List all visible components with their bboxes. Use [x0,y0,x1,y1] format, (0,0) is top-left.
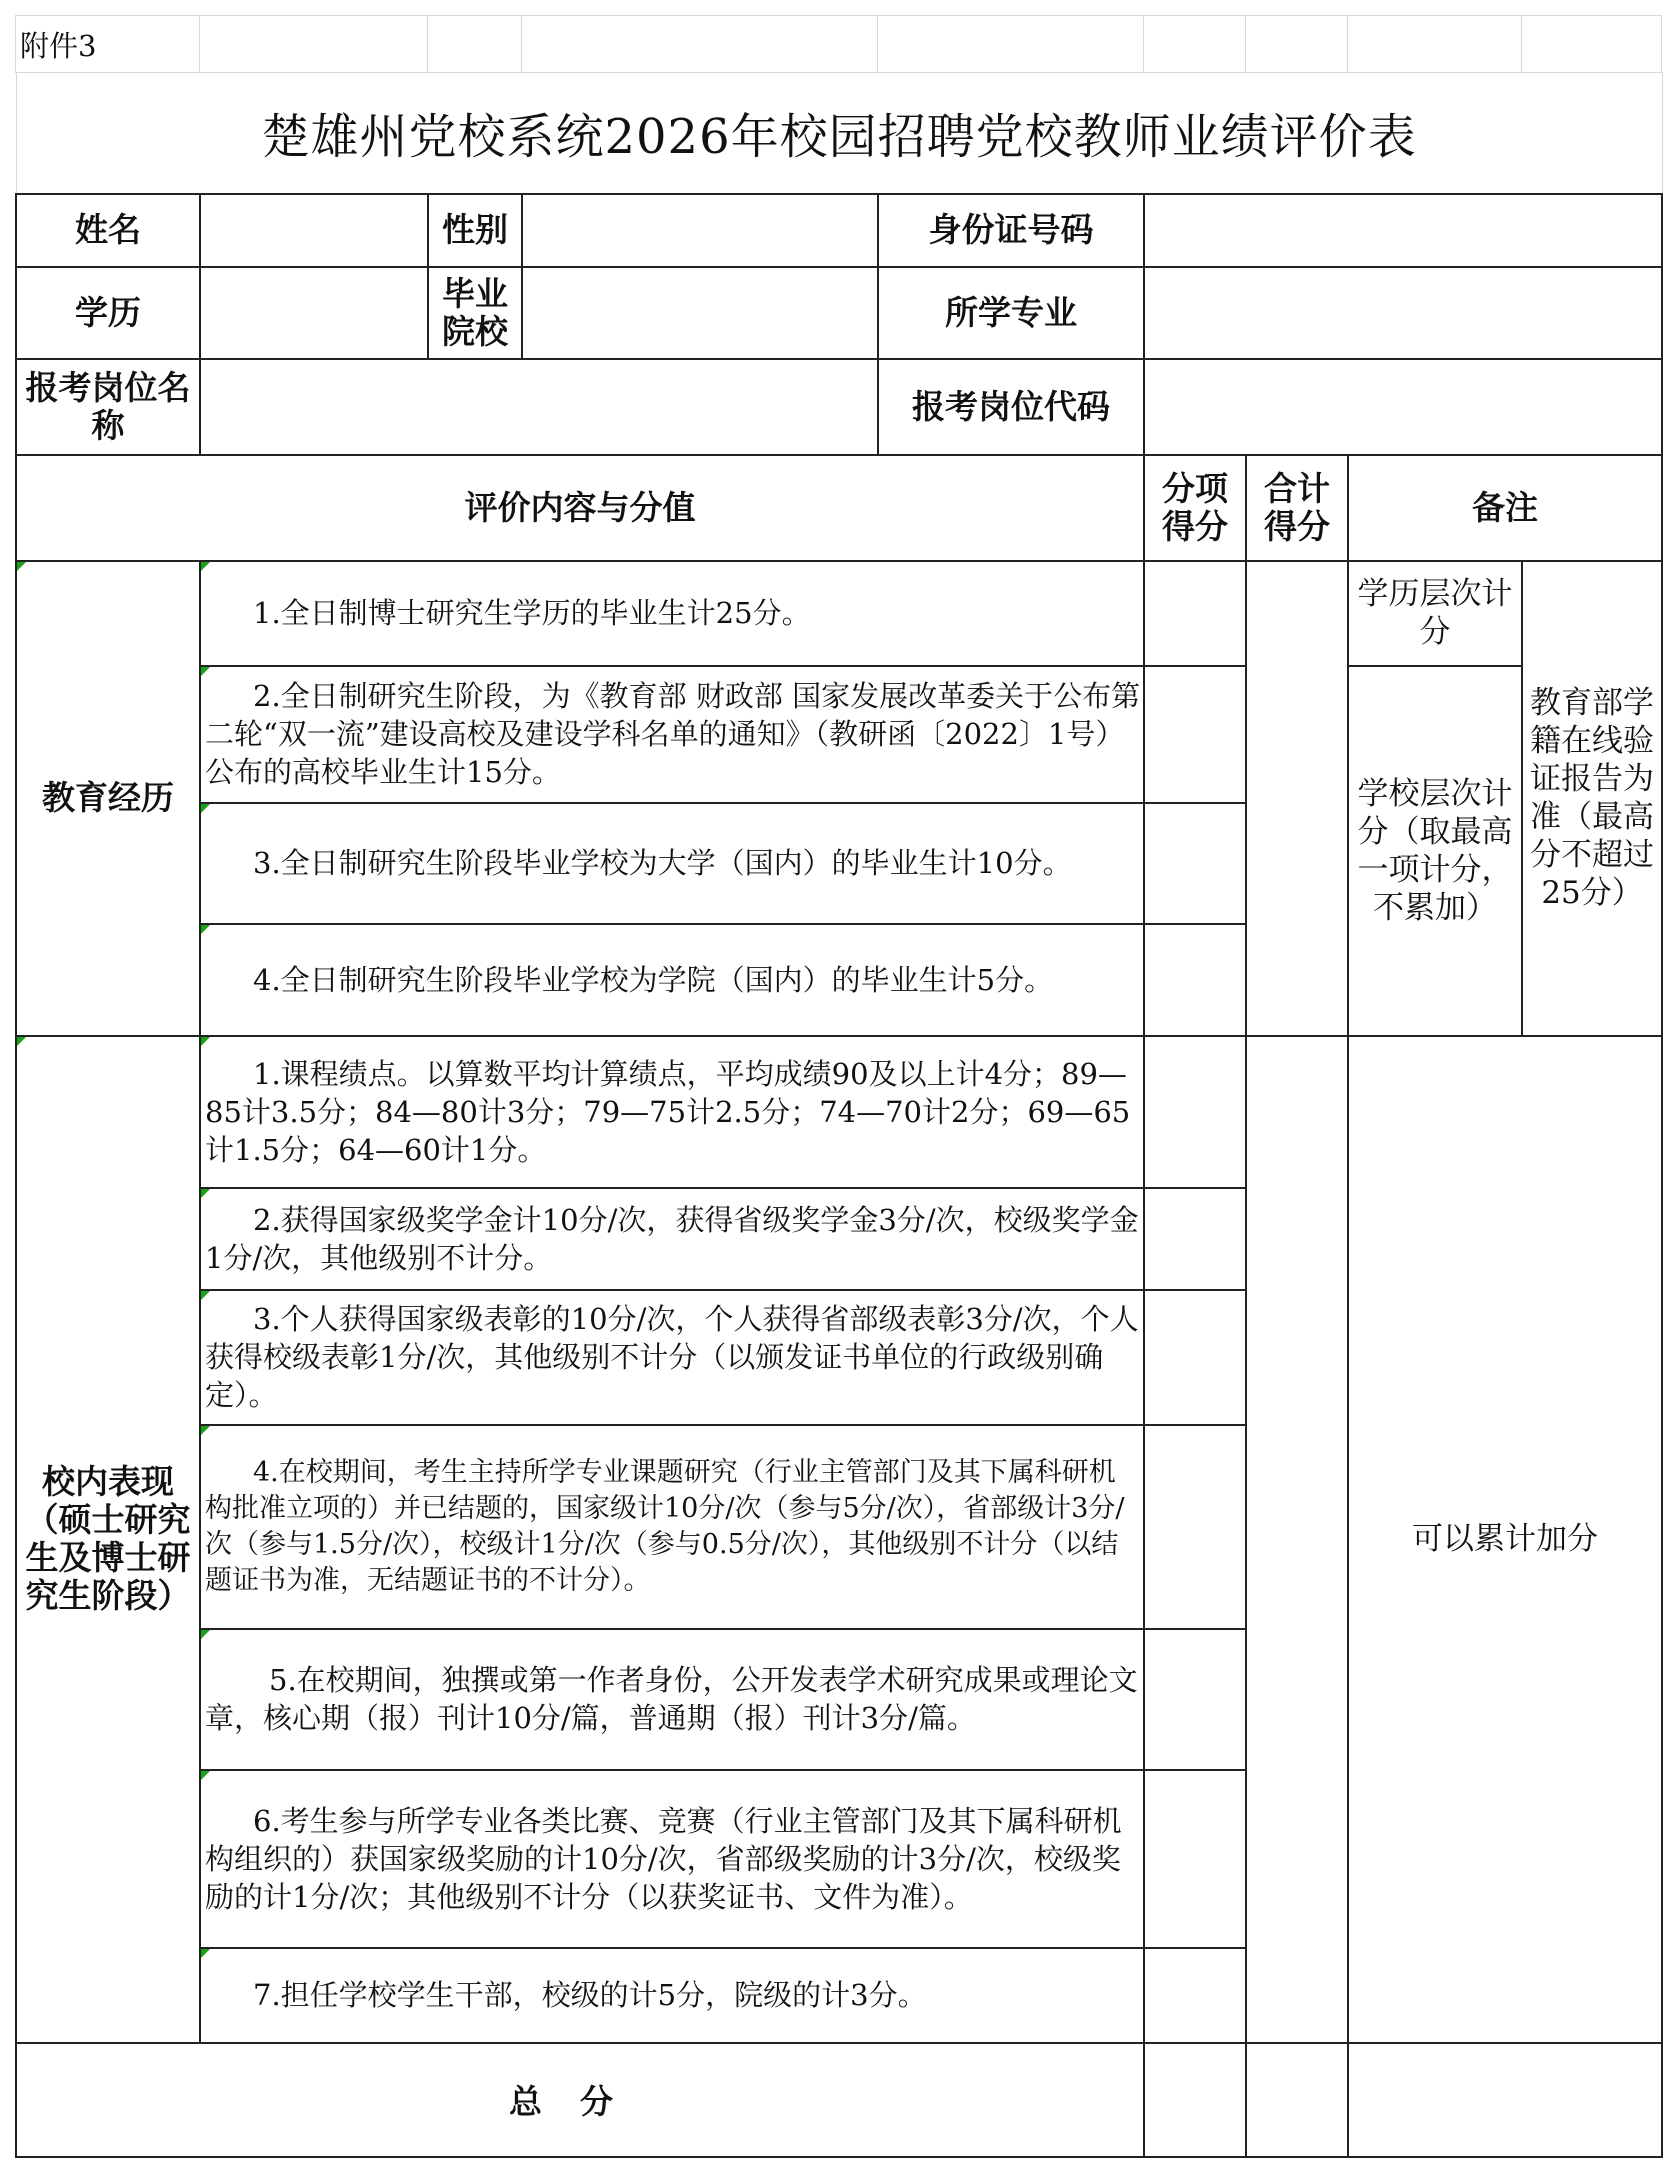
campus-item-4: 4.在校期间，考生主持所学专业课题研究（行业主管部门及其下属科研机构批准立项的）并已结题的，国家级计10分/次（参与5分/次），省部级计3分/次（参与1.5分/次），校级计1分/次（参与0.5分/次），其他级别不计分（以结题证书为准，无结题证书的不计分）。 [200,1425,1144,1629]
total-score-header: 合计得分 [1246,455,1348,561]
evaluation-form-sheet [15,15,1661,2155]
id-number-field[interactable] [1144,194,1662,267]
total-remark[interactable] [1348,2043,1662,2157]
gender-field[interactable] [522,194,878,267]
post-code-field[interactable] [1144,359,1662,455]
major-field[interactable] [1144,267,1662,359]
id-number-label: 身份证号码 [878,194,1144,267]
education-item-3: 3.全日制研究生阶段毕业学校为大学（国内）的毕业生计10分。 [200,803,1144,924]
education-item-4-score[interactable] [1144,924,1246,1036]
evaluation-table [15,72,1663,2158]
campus-item-1: 1.课程绩点。以算数平均计算绩点，平均成绩90及以上计4分；89—85计3.5分；84—80计3分；79—75计2.5分；74—70计2分；69—65计1.5分；64—60计1分。 [200,1036,1144,1188]
content-header: 评价内容与分值 [16,455,1144,561]
page-title: 楚雄州党校系统2026年校园招聘党校教师业绩评价表 [16,73,1662,194]
education-verification-note: 教育部学籍在线验证报告为准（最高分不超过25分） [1522,561,1662,1036]
graduate-school-label: 毕业院校 [428,267,522,359]
total-sum-score[interactable] [1246,2043,1348,2157]
education-total-score[interactable] [1246,561,1348,1036]
campus-item-6-score[interactable] [1144,1770,1246,1948]
education-item-4: 4.全日制研究生阶段毕业学校为学院（国内）的毕业生计5分。 [200,924,1144,1036]
education-section-label: 教育经历 [16,561,200,1036]
post-name-label: 报考岗位名称 [16,359,200,455]
campus-item-3-score[interactable] [1144,1290,1246,1425]
item-score-header: 分项得分 [1144,455,1246,561]
education-label: 学历 [16,267,200,359]
cumulative-note: 可以累计加分 [1348,1036,1662,2043]
education-item-2: 2.全日制研究生阶段，为《教育部 财政部 国家发展改革委关于公布第二轮“双一流”建设高校及建设学科名单的通知》（教研函〔2022〕1号）公布的高校毕业生计15分。 [200,666,1144,803]
total-label: 总分 [16,2043,1144,2157]
campus-item-6: 6.考生参与所学专业各类比赛、竞赛（行业主管部门及其下属科研机构组织的）获国家级奖励的计10分/次，省部级奖励的计3分/次，校级奖励的计1分/次；其他级别不计分（以获奖证书、文件为准）。 [200,1770,1144,1948]
attachment-row-table [15,15,1662,73]
total-item-score[interactable] [1144,2043,1246,2157]
education-field[interactable] [200,267,428,359]
post-name-field[interactable] [200,359,878,455]
education-item-3-score[interactable] [1144,803,1246,924]
campus-item-2-score[interactable] [1144,1188,1246,1290]
campus-section-label: 校内表现（硕士研究生及博士研究生阶段） [16,1036,200,2043]
education-item-2-score[interactable] [1144,666,1246,803]
attachment-label: 附件3 [16,16,200,73]
campus-item-7: 7.担任学校学生干部，校级的计5分，院级的计3分。 [200,1948,1144,2043]
campus-total-score[interactable] [1246,1036,1348,2043]
gender-label: 性别 [428,194,522,267]
education-level-note: 学历层次计分 [1348,561,1522,666]
education-item-1: 1.全日制博士研究生学历的毕业生计25分。 [200,561,1144,666]
name-label: 姓名 [16,194,200,267]
education-item-1-score[interactable] [1144,561,1246,666]
name-field[interactable] [200,194,428,267]
school-level-note: 学校层次计分（取最高一项计分，不累加） [1348,666,1522,1036]
campus-item-2: 2.获得国家级奖学金计10分/次，获得省级奖学金3分/次，校级奖学金1分/次，其他级别不计分。 [200,1188,1144,1290]
campus-item-7-score[interactable] [1144,1948,1246,2043]
campus-item-3: 3.个人获得国家级表彰的10分/次，个人获得省部级表彰3分/次，个人获得校级表彰1分/次，其他级别不计分（以颁发证书单位的行政级别确定）。 [200,1290,1144,1425]
campus-item-1-score[interactable] [1144,1036,1246,1188]
campus-item-4-score[interactable] [1144,1425,1246,1629]
remark-header: 备注 [1348,455,1662,561]
major-label: 所学专业 [878,267,1144,359]
campus-item-5-score[interactable] [1144,1629,1246,1770]
campus-item-5: 5.在校期间，独撰或第一作者身份，公开发表学术研究成果或理论文章，核心期（报）刊计10分/篇，普通期（报）刊计3分/篇。 [200,1629,1144,1770]
graduate-school-field[interactable] [522,267,878,359]
post-code-label: 报考岗位代码 [878,359,1144,455]
